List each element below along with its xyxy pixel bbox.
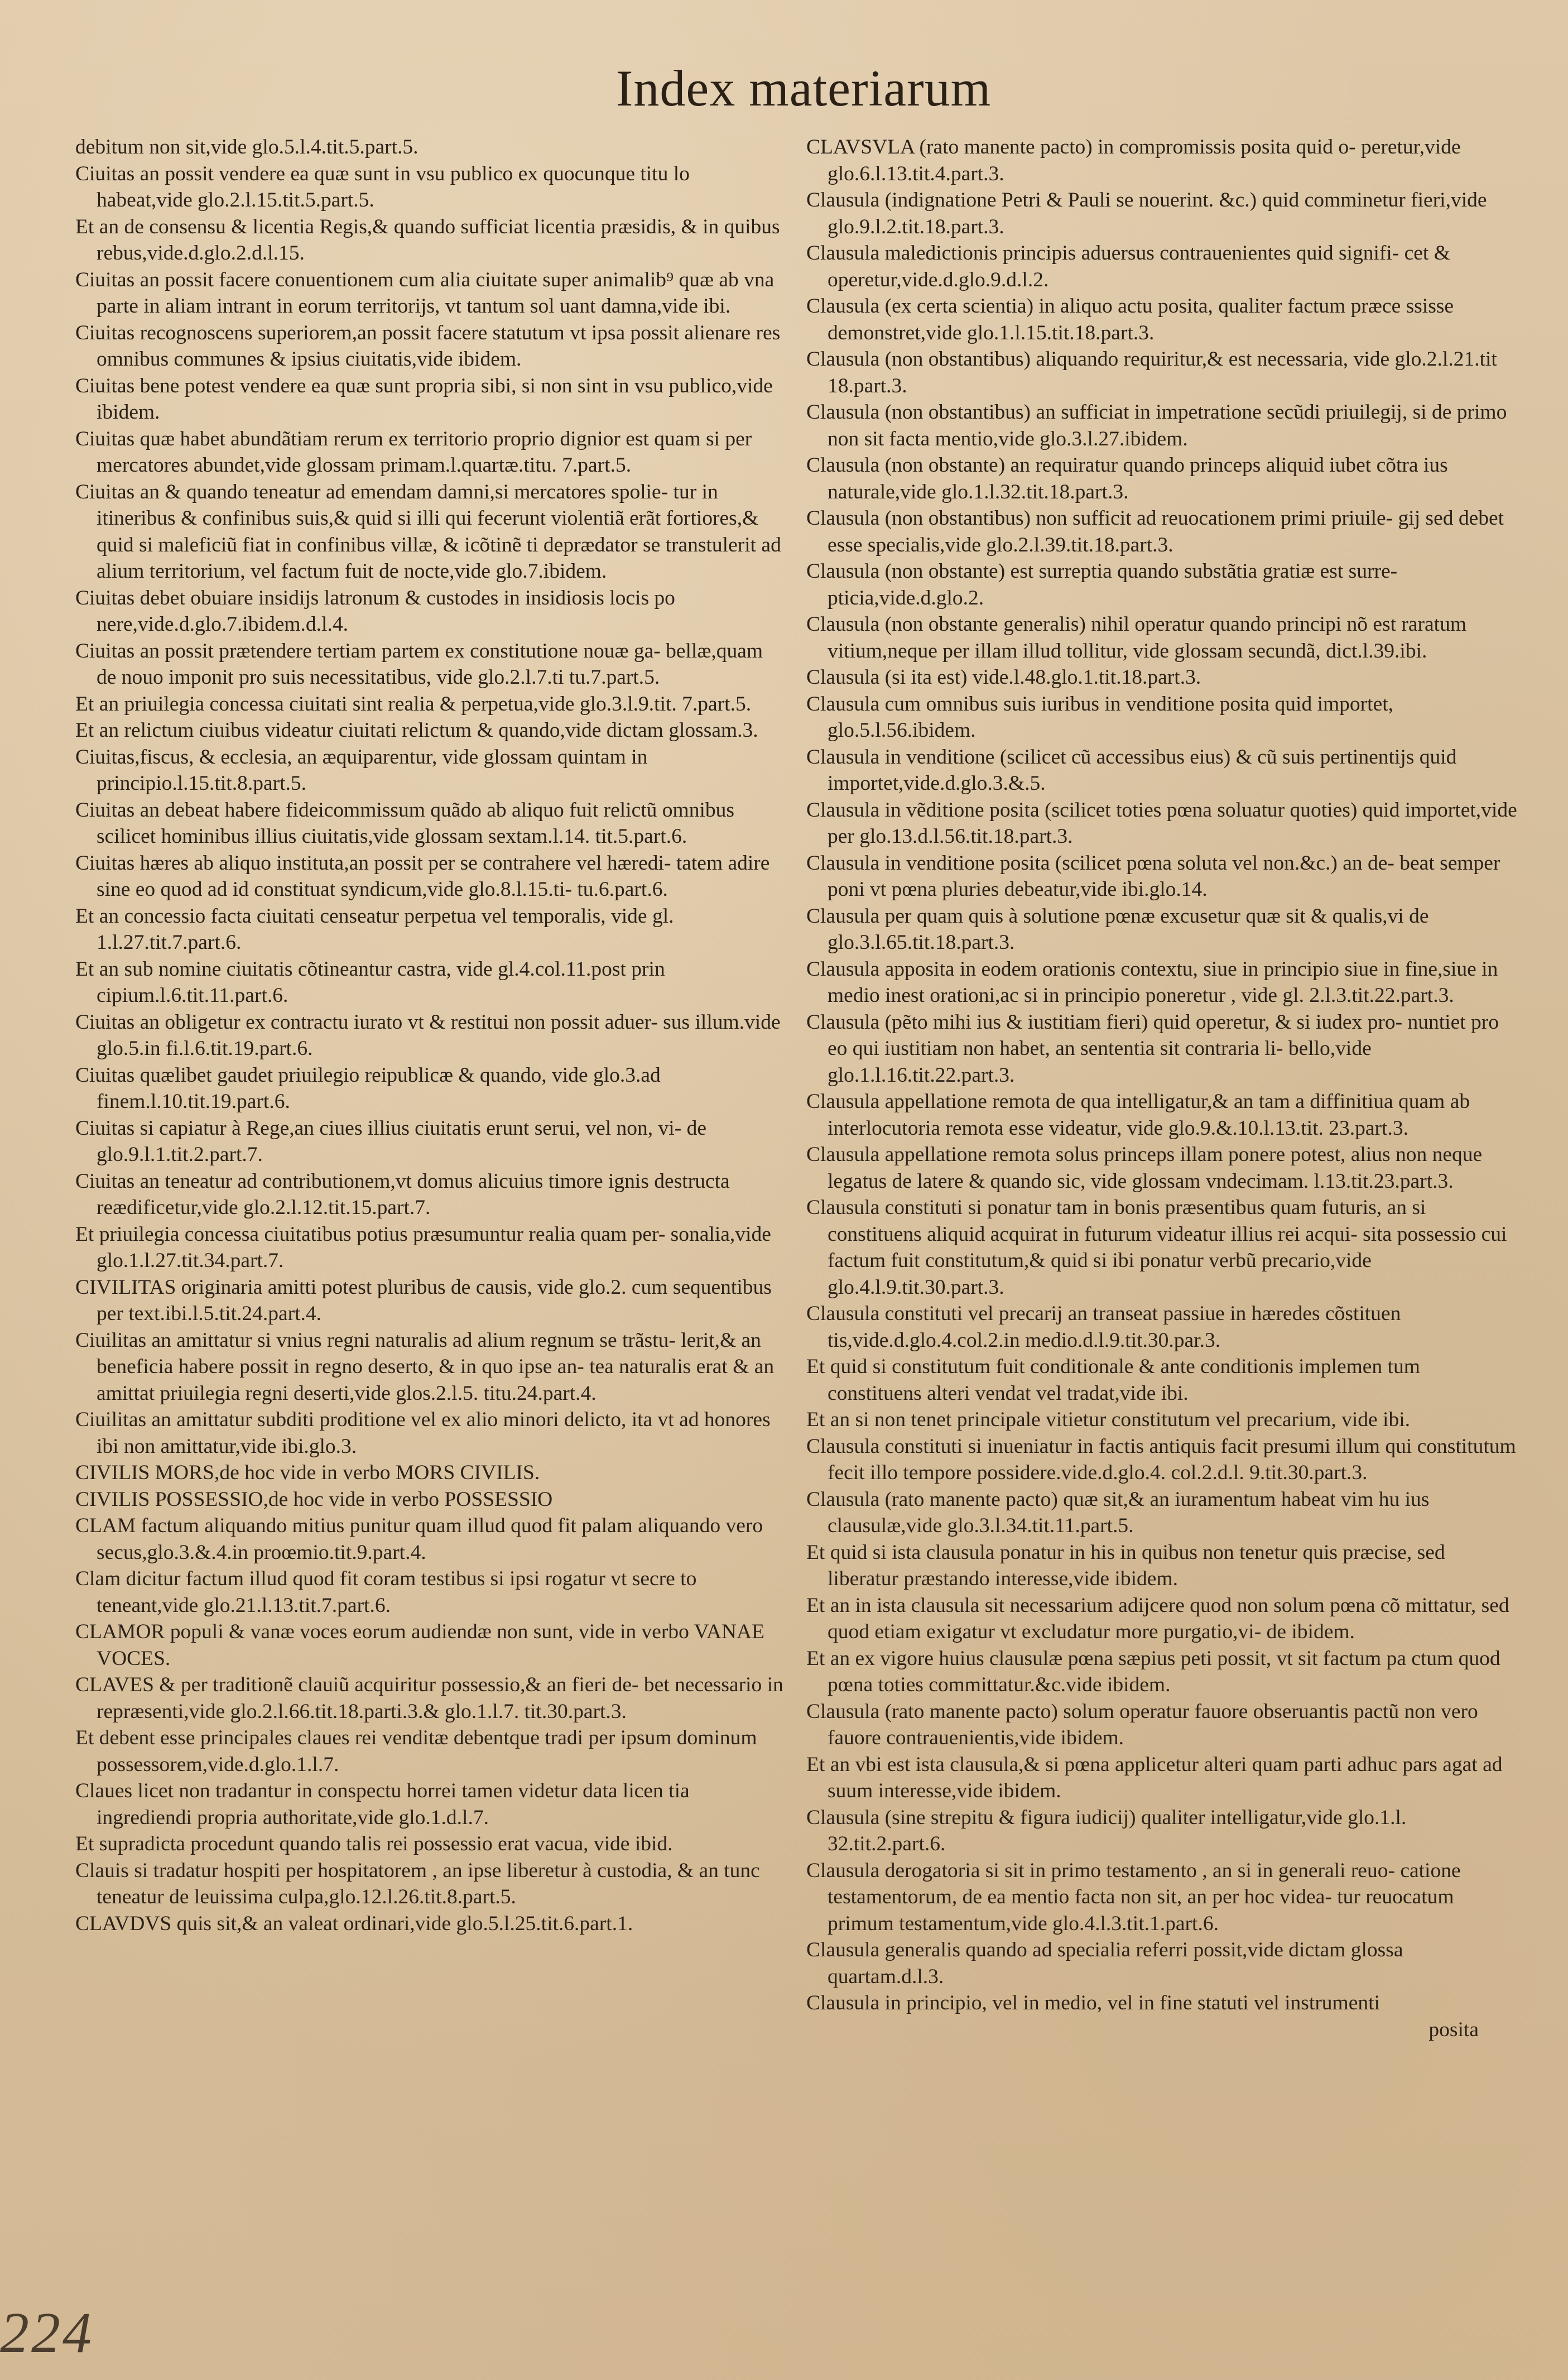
- index-entry: Ciuitas si capiatur à Rege,an ciues illius ciuitatis erunt serui, vel non, vi- de glo.9.l.1.tit.2.part.7.: [75, 1116, 706, 1166]
- index-entry: Ciuitas bene potest vendere ea quæ sunt propria sibi, si non sint in vsu publico,vide ibidem.: [75, 374, 773, 424]
- index-entry: Et debent esse principales claues rei venditæ debentque tradi per ipsum dominum possessorem,vide.d.glo.1.l.7.: [75, 1726, 757, 1776]
- index-entry: Clausula generalis quando ad specialia referri possit,vide dictam glossa quartam.d.l.3.: [806, 1938, 1403, 1988]
- index-entry: Ciuitas,fiscus, & ecclesia, an æquiparentur, vide glossam quintam in principio.l.15.tit.8.part.5.: [75, 745, 648, 795]
- index-entry: Clausula (pẽto mihi ius & iustitiam fieri) quid operetur, & si iudex pro- nuntiet pro eo qui iustitiam non habet, an sententia sit contraria li- bello,vide glo.1.l.16.tit.22.part.3.: [806, 1010, 1499, 1087]
- index-entry: CLAVES & per traditionẽ clauiũ acquiritur possessio,& an fieri de- bet necessario in repræsenti,vide glo.2.l.66.tit.18.parti.3.& glo.1.l.7. tit.30.part.3.: [75, 1673, 783, 1723]
- index-entry: Clausula (non obstantibus) an sufficiat in impetratione secũdi priuilegij, si de primo non sit facta mentio,vide glo.3.l.27.ibidem.: [806, 401, 1507, 450]
- index-entry: Et an vbi est ista clausula,& si pœna applicetur alteri quam parti adhuc pars agat ad suum interesse,vide ibidem.: [806, 1753, 1503, 1802]
- index-entry: Et quid si ista clausula ponatur in his in quibus non tenetur quis præcise, sed liberatur præstando interesse,vide ibidem.: [806, 1541, 1445, 1590]
- index-entry: CLAMOR populi & vanæ voces eorum audiendæ non sunt, vide in verbo VANAE VOCES.: [75, 1620, 764, 1670]
- index-entry: Clausula derogatoria si sit in primo testamento , an si in generali reuo- catione testamentorum, de ea mentio facta non sit, an per hoc videa- tur reuocatum primum testamentum,vide glo.4.l.3.tit.1.part.6.: [806, 1859, 1461, 1935]
- index-entry: Clausula in principio, vel in medio, vel in fine statuti vel instrumenti: [806, 1992, 1380, 2014]
- index-entry: Ciuitas an obligetur ex contractu iurato vt & restitui non possit aduer- sus illum.vide glo.5.in fi.l.6.tit.19.part.6.: [75, 1010, 781, 1060]
- index-entry: Clausula appellatione remota de qua intelligatur,& an tam a diffinitiua quam ab interlocutoria remota esse videatur, vide glo.9.&.10.l.13.tit. 23.part.3.: [806, 1090, 1470, 1140]
- running-header: Index materiarum: [615, 60, 992, 117]
- index-entry: Clauis si tradatur hospiti per hospitatorem , an ipse liberetur à custodia, & an tunc teneatur de leuissima culpa,glo.12.l.26.tit.8.part.5.: [75, 1859, 760, 1908]
- index-entry: Ciuilitas an amittatur si vnius regni naturalis ad alium regnum se trãstu- lerit,& an beneficia habere possit in regno deserto, & in quo ipse an- tea naturalis erat & an amittat priuilegia regni deserti,vide glos.2.l.5. titu.24.part.4.: [75, 1328, 775, 1405]
- index-entry: Et an de consensu & licentia Regis,& quando sufficiat licentia præsidis, & in quibus rebus,vide.d.glo.2.d.l.15.: [75, 215, 780, 265]
- index-entry: Clausula (sine strepitu & figura iudicij) qualiter intelligatur,vide glo.1.l. 32.tit.2.part.6.: [806, 1806, 1407, 1855]
- index-entry: CLAVSVLA (rato manente pacto) in compromissis posita quid o- peretur,vide glo.6.l.13.tit.4.part.3.: [806, 136, 1461, 185]
- index-entry: Clausula (non obstante) est surreptia quando substãtia gratiæ est surre- pticia,vide.d.glo.2.: [806, 560, 1398, 610]
- index-entry: Clausula (non obstante) an requiratur quando princeps aliquid iubet cõtra ius naturale,vide glo.1.l.32.tit.18.part.3.: [806, 454, 1448, 503]
- index-entry: Clausula (ex certa scientia) in aliquo actu posita, qualiter factum præce ssisse demonstret,vide glo.1.l.15.tit.18.part.3.: [806, 295, 1454, 344]
- index-entry: Clausula (non obstantibus) aliquando requiritur,& est necessaria, vide glo.2.l.21.tit 18.part.3.: [806, 348, 1497, 397]
- index-entry: Ciuilitas an amittatur subditi proditione vel ex alio minori delicto, ita vt ad honores ibi non amittatur,vide ibi.glo.3.: [75, 1408, 771, 1458]
- index-entry: Clausula apposita in eodem orationis contextu, siue in principio siue in fine,siue in medio inest orationi,ac si in principio poneretur , vide gl. 2.l.3.tit.22.part.3.: [806, 957, 1498, 1007]
- index-entry: Clausula maledictionis principis aduersus contrauenientes quid signifi- cet & operetur,vide.d.glo.9.d.l.2.: [806, 242, 1450, 291]
- index-entry: debitum non sit,vide glo.5.l.4.tit.5.part.5.: [75, 136, 419, 159]
- index-entry: Et an si non tenet principale vitietur constitutum vel precarium, vide ibi.: [806, 1408, 1411, 1431]
- page-number: 224: [0, 2301, 94, 2365]
- index-entry: CLAVDVS quis sit,& an valeat ordinari,vide glo.5.l.25.tit.6.part.1.: [75, 1912, 633, 1935]
- index-entry: Clausula appellatione remota solus princeps illam ponere potest, alius non neque legatus de latere & quando sic, vide glossam vndecimam. l.13.tit.23.part.3.: [806, 1143, 1483, 1193]
- index-entry: Et priuilegia concessa ciuitatibus potius præsumuntur realia quam per- sonalia,vide glo.1.l.27.tit.34.part.7.: [75, 1222, 771, 1272]
- left-column: [75, 134, 784, 1937]
- index-entry: Clausula (rato manente pacto) solum operatur fauore obseruantis pactũ non vero fauore contrauenientis,vide ibidem.: [806, 1700, 1478, 1749]
- index-entry: Clausula cum omnibus suis iuribus in venditione posita quid importet, glo.5.l.56.ibidem.: [806, 692, 1394, 742]
- index-entry: Ciuitas debet obuiare insidijs latronum & custodes in insidiosis locis po nere,vide.d.glo.7.ibidem.d.l.4.: [75, 586, 675, 636]
- right-column: [806, 134, 1518, 2043]
- index-entry: Et supradicta procedunt quando talis rei possessio erat vacua, vide ibid.: [75, 1832, 673, 1855]
- index-entry: Ciuitas an possit facere conuentionem cum alia ciuitate super animalib⁹ quæ ab vna parte in aliam intrant in eorum territorijs, vt tantum sol uant damna,vide ibi.: [75, 268, 775, 318]
- index-entry: Clausula (indignatione Petri & Pauli se nouerint. &c.) quid comminetur fieri,vide glo.9.l.2.tit.18.part.3.: [806, 189, 1487, 238]
- index-entry: Clausula (si ita est) vide.l.48.glo.1.tit.18.part.3.: [806, 666, 1201, 689]
- index-entry: Clausula constituti vel precarij an transeat passiue in hæredes cõstituen tis,vide.d.glo.4.col.2.in medio.d.l.9.tit.30.par.3.: [806, 1302, 1401, 1352]
- index-entry: CIVILIS POSSESSIO,de hoc vide in verbo POSSESSIO: [75, 1488, 553, 1511]
- index-entry: Et an priuilegia concessa ciuitati sint realia & perpetua,vide glo.3.l.9.tit. 7.part.5.: [75, 692, 752, 716]
- index-entry: Ciuitas an teneatur ad contributionem,vt domus alicuius timore ignis destructa reædificetur,vide glo.2.l.12.tit.15.part.7.: [75, 1169, 730, 1219]
- index-entry: Et an concessio facta ciuitati censeatur perpetua vel temporalis, vide gl. 1.l.27.tit.7.part.6.: [75, 904, 674, 954]
- index-entry: Ciuitas quæ habet abundãtiam rerum ex territorio proprio dignior est quam si per mercatores abundet,vide glossam primam.l.quartæ.titu. 7.part.5.: [75, 427, 752, 477]
- index-entry: Clausula in venditione posita (scilicet pœna soluta vel non.&c.) an de- beat semper poni vt pœna pluries debeatur,vide ibi.glo.14.: [806, 851, 1500, 901]
- index-entry: Clausula constituti si inueniatur in factis antiquis facit presumi illum qui constitutum fecit illo tempore possidere.vide.d.glo.4. col.2.d.l. 9.tit.30.part.3.: [806, 1434, 1516, 1484]
- index-entry: Ciuitas quælibet gaudet priuilegio reipublicæ & quando, vide glo.3.ad finem.l.10.tit.19.part.6.: [75, 1063, 661, 1113]
- index-entry: Clausula constituti si ponatur tam in bonis præsentibus quam futuris, an si constituens aliquid acquirat in futurum videatur illius rei acqui- sita possessio cui factum fuit constitutum,& quid si ibi ponatur verbũ precario,vide glo.4.l.9.tit.30.part.3.: [806, 1196, 1507, 1299]
- index-entry: Clausula per quam quis à solutione pœnæ excusetur quæ sit & qualis,vi de glo.3.l.65.tit.18.part.3.: [806, 904, 1429, 954]
- index-entry: CLAM factum aliquando mitius punitur quam illud quod fit palam aliquando vero secus,glo.3.&.4.in proœmio.tit.9.part.4.: [75, 1514, 763, 1564]
- index-entry: Et an ex vigore huius clausulæ pœna sæpius peti possit, vt sit factum pa ctum quod pœna toties committatur.&c.vide ibidem.: [806, 1647, 1500, 1696]
- index-entry: Ciuitas an possit vendere ea quæ sunt in vsu publico ex quocunque titu lo habeat,vide glo.2.l.15.tit.5.part.5.: [75, 162, 690, 212]
- index-entry: Et an sub nomine ciuitatis cõtineantur castra, vide gl.4.col.11.post prin cipium.l.6.tit.11.part.6.: [75, 957, 665, 1007]
- index-entry: Clausula (non obstantibus) non sufficit ad reuocationem primi priuile- gij sed debet esse specialis,vide glo.2.l.39.tit.18.part.3.: [806, 507, 1504, 556]
- index-entry: Clausula (rato manente pacto) quæ sit,& an iuramentum habeat vim hu ius clausulæ,vide glo.3.l.34.tit.11.part.5.: [806, 1488, 1430, 1537]
- index-entry: Ciuitas an debeat habere fideicommissum quãdo ab aliquo fuit relictũ omnibus scilicet hominibus illius ciuitatis,vide glossam sextam.l.14. tit.5.part.6.: [75, 798, 734, 848]
- index-entry: Clausula in vẽditione posita (scilicet toties pœna soluatur quoties) quid importet,vide per glo.13.d.l.56.tit.18.part.3.: [806, 798, 1517, 848]
- index-entry: Claues licet non tradantur in conspectu horrei tamen videtur data licen tia ingrediendi propria authoritate,vide glo.1.d.l.7.: [75, 1779, 690, 1829]
- index-entry: Et an relictum ciuibus videatur ciuitati relictum & quando,vide dictam glossam.3.: [75, 719, 758, 742]
- index-entry: Et an in ista clausula sit necessarium adijcere quod non solum pœna cõ mittatur, sed quod etiam exigatur vt excludatur more purgatio,vi- de ibidem.: [806, 1594, 1509, 1643]
- index-entry: CIVILIS MORS,de hoc vide in verbo MORS CIVILIS.: [75, 1461, 540, 1484]
- index-entry: Clam dicitur factum illud quod fit coram testibus si ipsi rogatur vt secre to teneant,vide glo.21.l.13.tit.7.part.6.: [75, 1567, 697, 1617]
- index-entry: Ciuitas an & quando teneatur ad emendam damni,si mercatores spolie- tur in itineribus & confinibus suis,& quid si illi qui fecerunt violentiã erãt fortiores,& quid si maleficiũ fiat in confinibus villæ, & icõtinẽ ti deprædator se transtulerit ad alium territorium, vel factum fuit de nocte,vide glo.7.ibidem.: [75, 480, 781, 583]
- index-entry: Et quid si constitutum fuit conditionale & ante conditionis implemen tum constituens alteri vendat vel tradat,vide ibi.: [806, 1355, 1420, 1405]
- index-entry: Clausula in venditione (scilicet cũ accessibus eius) & cũ suis pertinentijs quid importet,vide.d.glo.3.&.5.: [806, 745, 1457, 795]
- index-entry: Ciuitas hæres ab aliquo instituta,an possit per se contrahere vel hæredi- tatem adire sine eo quod ad id constituat syndicum,vide glo.8.l.15.ti- tu.6.part.6.: [75, 851, 770, 901]
- catchword: posita: [1428, 2018, 1479, 2041]
- index-entry: Ciuitas recognoscens superiorem,an possit facere statutum vt ipsa possit alienare res omnibus communes & ipsius ciuitatis,vide ibidem.: [75, 321, 781, 371]
- index-entry: Ciuitas an possit prætendere tertiam partem ex constitutione nouæ ga- bellæ,quam de nouo imponit pro suis necessitatibus, vide glo.2.l.7.ti tu.7.part.5.: [75, 639, 763, 689]
- index-entry: Clausula (non obstante generalis) nihil operatur quando principi nõ est raratum vitium,neque per illam illud tollitur, vide glossam secundã, dict.l.39.ibi.: [806, 613, 1467, 663]
- index-entry: CIVILITAS originaria amitti potest pluribus de causis, vide glo.2. cum sequentibus per text.ibi.l.5.tit.24.part.4.: [75, 1275, 772, 1325]
